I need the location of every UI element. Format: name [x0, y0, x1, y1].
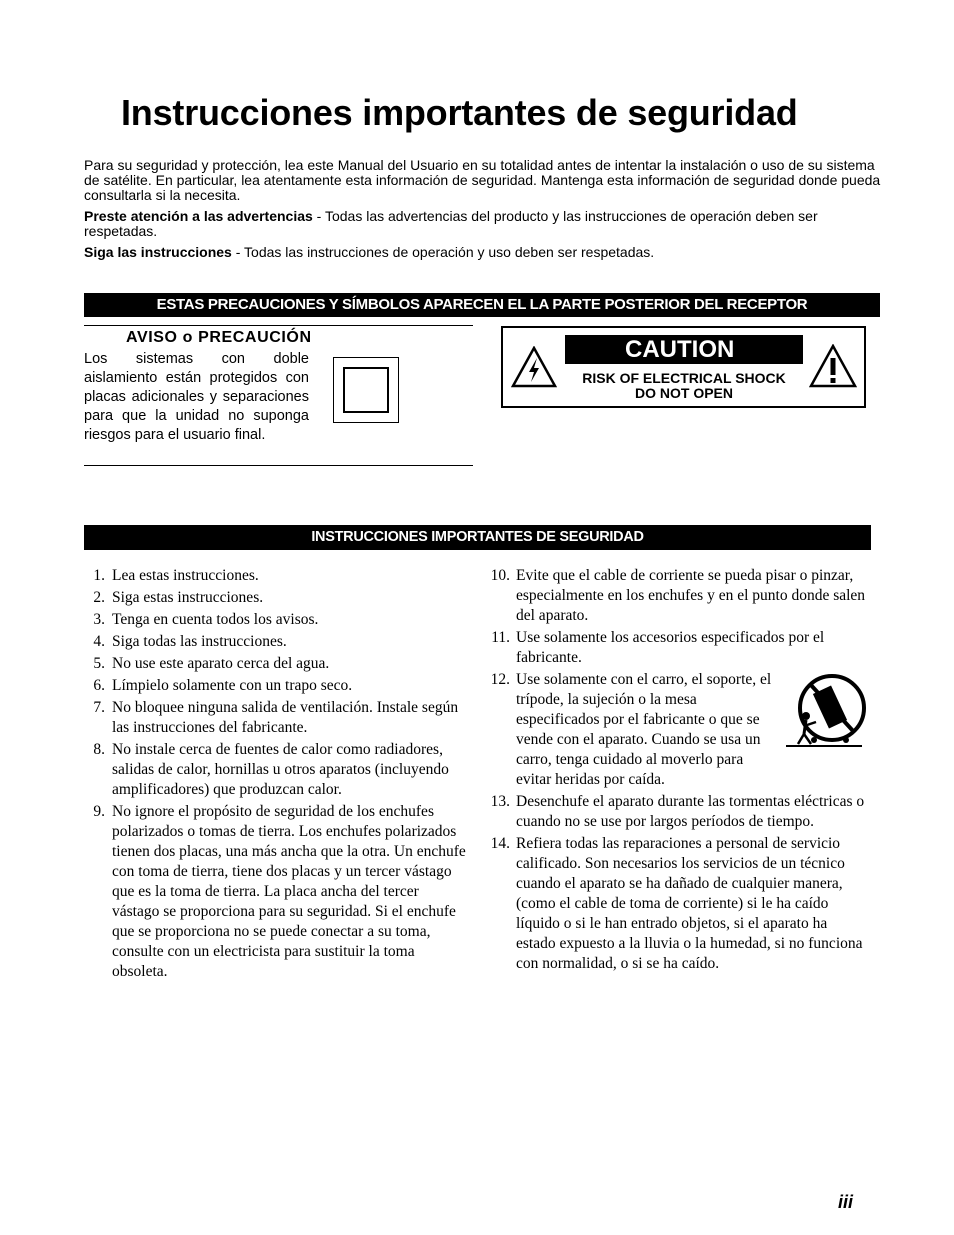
item-number: 6.	[93, 677, 105, 694]
list-item	[84, 654, 468, 674]
page-number: iii	[838, 1192, 854, 1212]
item-text: No use este aparato cerca del agua.	[112, 655, 330, 672]
item-text: Lea estas instrucciones.	[112, 567, 259, 584]
item-number: 2.	[93, 589, 105, 606]
item-text: No instale cerca de fuentes de calor como radiadores, salidas de calor, hornillas u otros aparatos (incluyendo amplificadores) que produzcan calor.	[112, 741, 449, 798]
item-text: No ignore el propósito de seguridad de los enchufes polarizados o tomas de tierra. Los enchufes polarizados tienen dos placas, una más ancha que la otra. Un enchufe con toma de tierra, tiene dos placas y un tercer vástago que es la toma de tierra. La placa ancha del tercer vástago se proporciona para su seguridad. Si el enchufe que se proporciona no se puede conectar a su toma, consulte con un electricista para sustituir la toma obsoleta.	[112, 803, 466, 980]
aviso-box	[84, 325, 473, 466]
caution-warning-text	[565, 371, 803, 401]
list-item	[84, 698, 468, 738]
instructions-banner: INSTRUCCIONES IMPORTANTES DE SEGURIDAD	[84, 525, 871, 550]
exclamation-triangle-icon	[809, 344, 857, 388]
item-text: No bloquee ninguna salida de ventilación. Instale según las instrucciones del fabricante.	[112, 699, 459, 736]
caution-title-text: CAUTION	[625, 336, 735, 363]
caution-title	[565, 335, 803, 364]
list-item	[484, 628, 868, 668]
item-number: 11.	[491, 629, 510, 646]
list-item	[84, 740, 468, 800]
list-item	[84, 566, 468, 586]
list-item	[84, 632, 468, 652]
item-number: 12.	[490, 671, 510, 688]
aviso-text: Los sistemas con doble aislamiento están protegidos con placas adicionales y separaciones para que la unidad no suponga riesgos para el usuario final.	[84, 351, 309, 443]
cart-tipover-warning-icon	[784, 672, 868, 752]
item-number: 8.	[93, 741, 105, 758]
item-text: Siga estas instrucciones.	[112, 589, 264, 606]
item-text: Desenchufe el aparato durante las tormentas eléctricas o cuando no se use por largos períodos de tiempo.	[516, 793, 865, 830]
list-item	[84, 610, 468, 630]
caution-line-2: DO NOT OPEN	[634, 385, 733, 401]
item-text: Siga todas las instrucciones.	[112, 633, 287, 650]
instructions-list-left	[84, 566, 468, 984]
instructions-list-right	[484, 566, 868, 976]
item-text: Límpielo solamente con un trapo seco.	[112, 677, 353, 694]
list-item	[484, 792, 868, 832]
double-insulation-icon	[333, 357, 399, 423]
item-number: 14.	[490, 835, 510, 852]
item-number: 5.	[93, 655, 105, 672]
warnings-heading: Preste atención a las advertencias	[84, 208, 313, 224]
warnings-paragraph	[84, 209, 884, 239]
list-item	[84, 588, 468, 608]
item-text: Evite que el cable de corriente se pueda pisar o pinzar, especialmente en los enchufes y en el punto donde salen del aparato.	[516, 567, 866, 624]
instructions-text: - Todas las instrucciones de operación y uso deben ser respetadas.	[231, 244, 655, 260]
item-number: 7.	[93, 699, 105, 716]
caution-line-1: RISK OF ELECTRICAL SHOCK	[582, 370, 786, 386]
item-number: 10.	[490, 567, 510, 584]
item-text: Use solamente los accesorios especificados por el fabricante.	[516, 629, 825, 666]
item-number: 3.	[93, 611, 105, 628]
item-number: 4.	[93, 633, 105, 650]
list-item	[484, 834, 868, 974]
symbols-banner: ESTAS PRECAUCIONES Y SÍMBOLOS APARECEN EL LA PARTE POSTERIOR DEL RECEPTOR	[84, 293, 880, 317]
aviso-title: AVISO o PRECAUCIÓN	[126, 329, 312, 346]
intro-paragraph: Para su seguridad y protección, lea este Manual del Usuario en su totalidad antes de intentar la instalación o uso de su sistema de satélite. En particular, lea atentamente esta información de seguridad. Mantenga esta información de seguridad donde pueda consultarla si la necesita.	[84, 157, 881, 203]
list-item	[84, 676, 468, 696]
item-number: 13.	[490, 793, 510, 810]
lightning-triangle-icon	[511, 346, 557, 388]
page-title: Instrucciones importantes de seguridad	[121, 92, 798, 133]
item-number: 9.	[93, 803, 105, 820]
list-item	[84, 802, 468, 982]
caution-label-box	[501, 326, 866, 408]
instructions-heading: Siga las instrucciones	[84, 244, 232, 260]
list-item	[484, 670, 868, 790]
instructions-paragraph	[84, 245, 884, 260]
warnings-text: - Todas las advertencias del producto y las instrucciones de operación deben ser respetadas.	[84, 208, 818, 239]
double-insulation-inner-square	[343, 367, 389, 413]
item-text: Use solamente con el carro, el soporte, el trípode, la sujeción o la mesa especificados por el fabricante o que se vende con el aparato. Cuando se usa un carro, tenga cuidado al moverlo para evitar heridas por caída.	[516, 671, 772, 788]
list-item	[484, 566, 868, 626]
item-text: Tenga en cuenta todos los avisos.	[112, 611, 319, 628]
intro-section	[84, 158, 884, 266]
item-number: 1.	[93, 567, 105, 584]
item-text: Refiera todas las reparaciones a personal de servicio calificado. Son necesarios los servicios de un técnico cuando el aparato se ha dañado de cualquier manera, (como el cable de toma de corriente) si le ha caído líquido o si le han entrado objetos, si el aparato ha estado expuesto a la lluvia o la humedad, si no funciona con normalidad, o si se ha caído.	[516, 835, 863, 972]
